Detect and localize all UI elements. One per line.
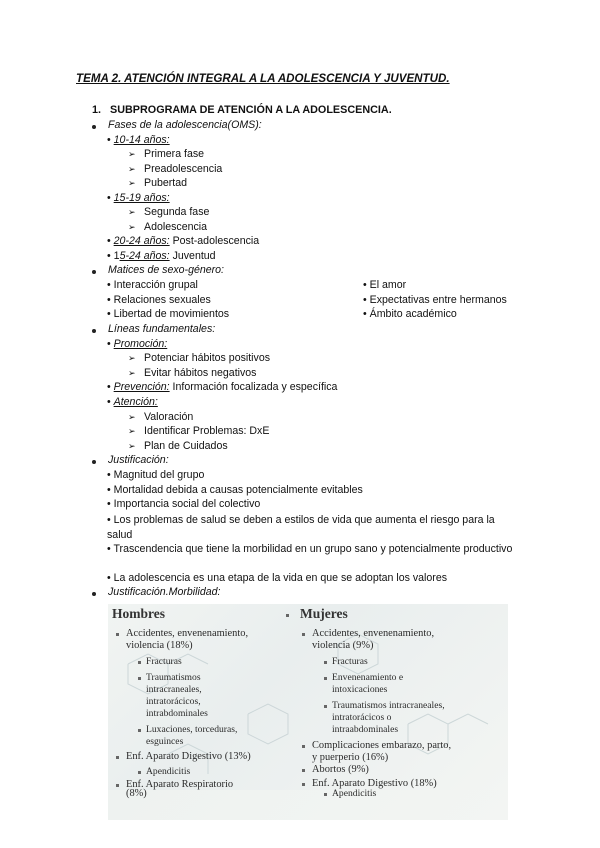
morbilidad-heading: Justificación.Morbilidad:: [108, 586, 221, 598]
hombres-item: Accidentes, envenenamiento,: [126, 628, 249, 639]
mujeres-title: Mujeres: [300, 606, 348, 621]
list-item: ➢ Preadolescencia: [128, 163, 223, 175]
hombres-item: Enf. Aparato Respiratorio: [126, 779, 234, 790]
list-item: ➢ Plan de Cuidados: [128, 440, 228, 452]
bullet-dot: [92, 592, 96, 596]
hombres-subitem: Traumatismos: [146, 672, 201, 683]
mujeres-subitem: Apendicitis: [332, 788, 377, 799]
mujeres-subitem: intoxicaciones: [332, 684, 388, 695]
square-bullet-icon: [138, 771, 141, 774]
bullet-dot: [92, 270, 96, 274]
mujeres-item: Accidentes, envenenamiento,: [312, 628, 435, 639]
list-item: • Mortalidad debida a causas potencialmente evitables: [107, 484, 363, 496]
range-label: 10-14 años:: [113, 134, 170, 146]
list-item: ➢ Primera fase: [128, 148, 205, 160]
section-heading: [92, 104, 392, 117]
hombres-item: violencia (18%): [126, 640, 193, 651]
promocion-item: • Promoción:: [107, 338, 168, 350]
arrow-icon: ➢: [128, 412, 136, 422]
list-item: ➢ Identificar Problemas: DxE: [128, 425, 270, 437]
list-item: • La adolescencia es una etapa de la vida en que se adoptan los valores: [107, 572, 448, 584]
range-label: 15-19 años:: [113, 192, 170, 204]
hombres-item: Enf. Aparato Digestivo (13%): [126, 751, 251, 762]
list-item: ➢ Valoración: [128, 411, 194, 423]
list-item: • El amor: [363, 279, 407, 291]
arrow-icon: ➢: [128, 222, 136, 232]
mujeres-subitem: Envenenamiento e: [332, 672, 404, 683]
mujeres-item: Abortos (9%): [312, 764, 369, 775]
page-title: TEMA 2. ATENCIÓN INTEGRAL A LA ADOLESCENCIA Y JUVENTUD.: [76, 72, 450, 85]
mujeres-item: violencia (9%): [312, 640, 374, 651]
hombres-subitem: Fracturas: [146, 656, 182, 667]
list-item: ➢ Evitar hábitos negativos: [128, 367, 257, 379]
hombres-subitem: intratorácicos,: [146, 696, 201, 707]
list-item: ➢ Potenciar hábitos positivos: [128, 352, 271, 364]
bullet-dot: [92, 329, 96, 333]
list-item: • Importancia social del colectivo: [107, 498, 261, 510]
section-number: 1.: [92, 104, 102, 116]
arrow-icon: ➢: [128, 441, 136, 451]
bullet-dot: [92, 460, 96, 464]
square-bullet-icon: [116, 756, 119, 759]
mujeres-item: y puerperio (16%): [312, 752, 389, 763]
list-item: ➢ Pubertad: [128, 177, 187, 189]
hombres-subitem: Apendicitis: [146, 766, 191, 777]
list-item: ➢ Adolescencia: [128, 221, 208, 233]
hombres-title: Hombres: [112, 606, 165, 621]
matices-heading: Matices de sexo-género:: [108, 264, 225, 276]
list-item: • Libertad de movimientos: [107, 308, 230, 320]
list-item: • Ámbito académico: [363, 308, 457, 320]
list-item: • Trascendencia que tiene la morbilidad en un grupo sano y potencialmente productivo: [107, 543, 513, 555]
mujeres-subitem: intraabdominales: [332, 724, 399, 735]
mujeres-subitem: intratorácicos o: [332, 712, 392, 723]
section-label: SUBPROGRAMA DE ATENCIÓN A LA ADOLESCENCIA.: [110, 104, 392, 116]
list-item: • Relaciones sexuales: [107, 294, 211, 306]
list-item: ➢ Segunda fase: [128, 206, 210, 218]
prevencion-item: • Prevención: Información focalizada y específica: [107, 381, 338, 393]
mujeres-item: Complicaciones embarazo, parto,: [312, 740, 452, 751]
arrow-icon: ➢: [128, 353, 136, 363]
figure-continuation: [108, 790, 508, 820]
square-bullet-icon: [302, 769, 305, 772]
hombres-subitem: esguinces: [146, 736, 184, 747]
mujeres-subitem: Fracturas: [332, 656, 368, 667]
arrow-icon: ➢: [128, 149, 136, 159]
lineas-heading: Líneas fundamentales:: [108, 323, 216, 335]
fases-heading: Fases de la adolescencia(OMS):: [108, 119, 262, 131]
list-item: • Los problemas de salud se deben a estilos de vida que aumenta el riesgo para la salud: [107, 514, 495, 541]
arrow-icon: ➢: [128, 207, 136, 217]
fases-group-2: • 15-19 años:: [107, 192, 170, 204]
hombres-subitem: intracraneales,: [146, 684, 202, 695]
bullet-dot: [92, 125, 96, 129]
hombres-item: (8%): [126, 788, 147, 799]
square-bullet-icon: [138, 661, 141, 664]
square-bullet-icon: [302, 783, 305, 786]
hombres-subitem: Luxaciones, torceduras,: [146, 724, 238, 735]
justificacion-heading: Justificación:: [108, 454, 169, 466]
arrow-icon: ➢: [128, 368, 136, 378]
mujeres-item: Enf. Aparato Digestivo (18%): [312, 778, 437, 789]
list-item: • Magnitud del grupo: [107, 469, 205, 481]
morbidity-figure: [108, 604, 508, 790]
square-bullet-icon: [302, 633, 305, 636]
list-item: • Interacción grupal: [107, 279, 198, 291]
square-bullet-icon: [286, 614, 289, 617]
square-bullet-icon: [138, 729, 141, 732]
arrow-icon: ➢: [128, 426, 136, 436]
square-bullet-icon: [324, 661, 327, 664]
mujeres-subitem: Traumatismos intracraneales,: [332, 700, 445, 711]
arrow-icon: ➢: [128, 178, 136, 188]
square-bullet-icon: [302, 745, 305, 748]
square-bullet-icon: [138, 677, 141, 680]
fases-group-3: • 20-24 años: Post-adolescencia: [107, 235, 260, 247]
atencion-item: • Atención:: [107, 396, 158, 408]
hombres-subitem: intrabdominales: [146, 708, 208, 719]
list-item: • Expectativas entre hermanos: [363, 294, 507, 306]
arrow-icon: ➢: [128, 164, 136, 174]
square-bullet-icon: [324, 677, 327, 680]
square-bullet-icon: [324, 793, 327, 796]
fases-group-1: • 10-14 años:: [107, 134, 170, 146]
square-bullet-icon: [116, 784, 119, 787]
square-bullet-icon: [324, 705, 327, 708]
square-bullet-icon: [116, 633, 119, 636]
fases-group-4: • 15-24 años: Juventud: [107, 250, 216, 262]
